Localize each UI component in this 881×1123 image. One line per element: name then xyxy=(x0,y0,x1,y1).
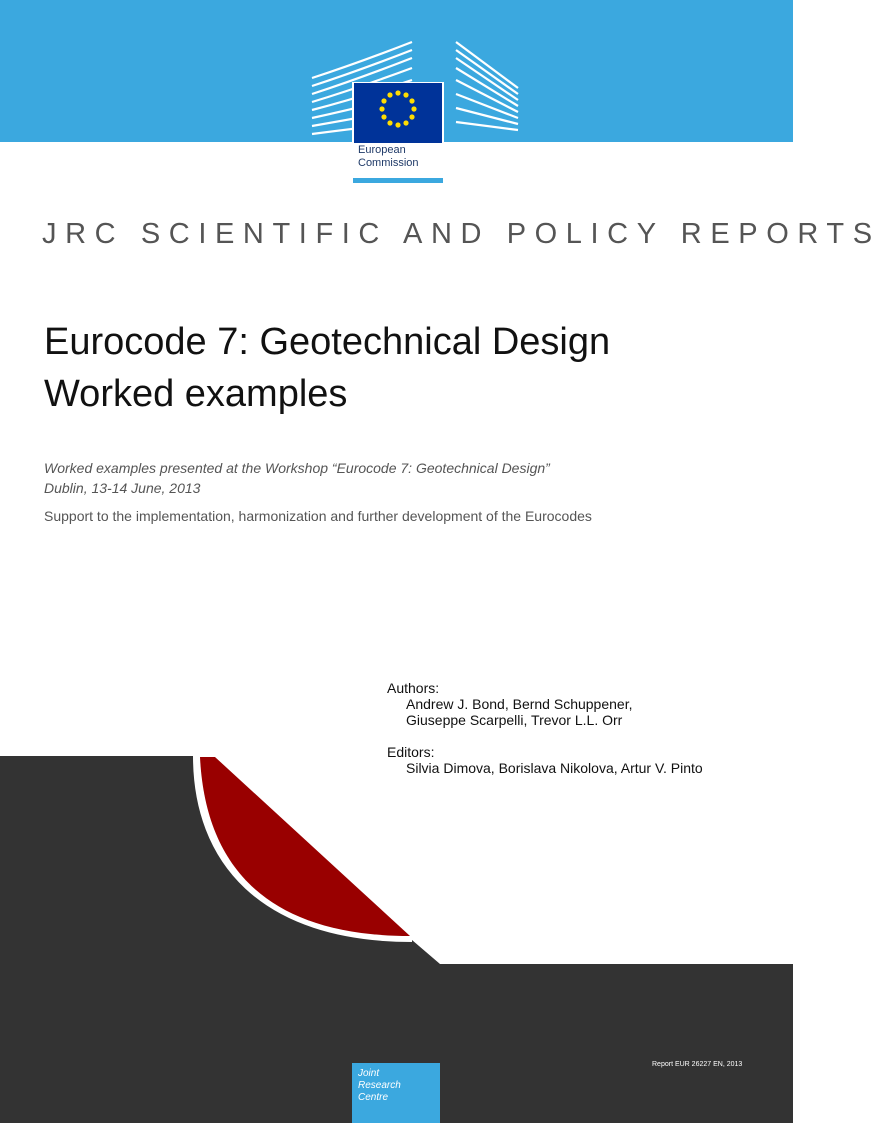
authors-line-1: Andrew J. Bond, Bernd Schuppener, xyxy=(406,696,633,712)
commission-building-icon xyxy=(308,38,523,144)
report-title xyxy=(44,316,610,420)
logo-line-2: Commission xyxy=(358,157,419,169)
title-line-2: Worked examples xyxy=(44,373,348,415)
editors-label: Editors: xyxy=(387,744,435,760)
jrc-logo xyxy=(352,1063,440,1123)
jrc-line-2: Research xyxy=(358,1080,401,1091)
logo-wordmark xyxy=(358,144,419,170)
authors-label: Authors: xyxy=(387,680,440,696)
support-statement: Support to the implementation, harmonization and further development of the Eurocodes xyxy=(44,508,592,524)
jrc-logo-text xyxy=(358,1068,401,1104)
logo-line-1: European xyxy=(358,144,406,156)
editors-line-1: Silvia Dimova, Borislava Nikolova, Artur V. Pinto xyxy=(406,760,703,776)
european-commission-logo xyxy=(308,38,523,186)
report-number: Report EUR 26227 EN, 2013 xyxy=(652,1061,743,1068)
authors-line-2: Giuseppe Scarpelli, Trevor L.L. Orr xyxy=(406,712,623,728)
series-title: JRC SCIENTIFIC AND POLICY REPORTS xyxy=(42,218,881,250)
jrc-line-3: Centre xyxy=(358,1092,389,1103)
subtitle-line-1: Worked examples presented at the Workshop “Eurocode 7: Geotechnical Design” xyxy=(44,460,550,476)
subtitle-line-2: Dublin, 13-14 June, 2013 xyxy=(44,480,201,496)
subtitle xyxy=(44,458,550,498)
title-line-1: Eurocode 7: Geotechnical Design xyxy=(44,321,611,363)
jrc-line-1: Joint xyxy=(358,1068,380,1079)
logo-underline xyxy=(353,178,443,183)
